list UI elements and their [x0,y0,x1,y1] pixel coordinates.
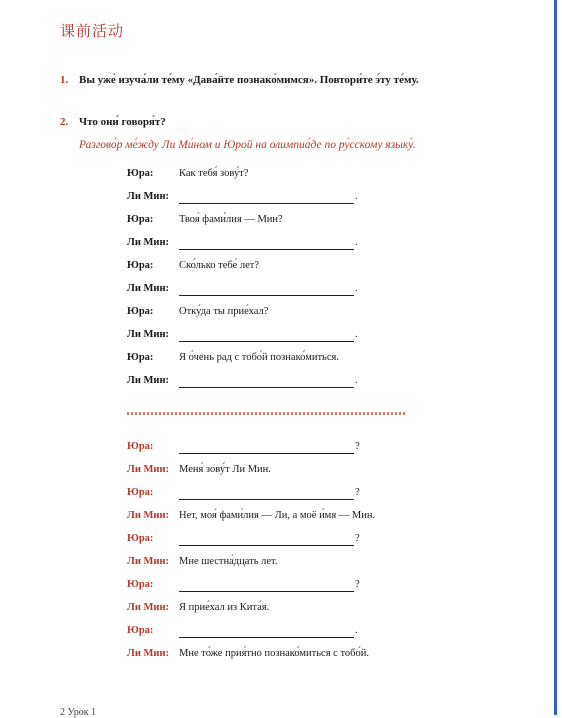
task-1 [60,74,419,86]
speaker-label: Ли Мин: [127,237,170,248]
answer-blank[interactable] [179,487,354,500]
divider [127,412,407,415]
speaker-label: Ли Мин: [127,648,170,659]
speaker-label: Ли Мин: [127,464,170,475]
line-text: Меня́ зову́т Ли Мин. [179,464,271,475]
end-punctuation: . [355,191,358,202]
line-text: Твоя́ фами́лия — Мин? [179,214,283,225]
speaker-label: Юра: [127,579,154,590]
line-text: Нет, моя́ фами́лия — Ли, а моё и́мя — Мин. [179,510,376,521]
line-text: Мне шестна́дцать лет. [179,556,278,567]
line-text: Ско́лько тебе́ лет? [179,260,260,271]
task-1-number: 1. [60,74,69,86]
speaker-label: Ли Мин: [127,283,170,294]
answer-blank[interactable] [179,441,354,454]
answer-blank[interactable] [179,533,354,546]
answer-blank[interactable] [179,329,354,342]
end-punctuation: ? [355,579,360,590]
speaker-label: Юра: [127,168,154,179]
speaker-label: Юра: [127,352,154,363]
speaker-label: Ли Мин: [127,191,170,202]
speaker-label: Ли Мин: [127,510,170,521]
answer-blank[interactable] [179,283,354,296]
answer-blank[interactable] [179,625,354,638]
end-punctuation: ? [355,487,360,498]
page-footer: 2 Урок 1 [60,707,97,718]
end-punctuation: . [355,237,358,248]
end-punctuation: ? [355,533,360,544]
speaker-label: Юра: [127,625,154,636]
end-punctuation: . [355,625,358,636]
task-2-number: 2. [60,116,69,128]
task-2-subtitle: Разгово́р ме́жду Ли Ми́ном и Юрой на олимпиа́де по ру́сскому языку́. [79,139,416,151]
line-text: Я о́чень рад с тобо́й познако́миться. [179,352,339,363]
answer-blank[interactable] [179,237,354,250]
line-text: Отку́да ты прие́хал? [179,306,269,317]
speaker-label: Ли Мин: [127,375,170,386]
answer-blank[interactable] [179,191,354,204]
answer-blank[interactable] [179,375,354,388]
speaker-label: Юра: [127,306,154,317]
task-1-text: Вы уже́ изуча́ли те́му «Дава́йте познако́мимся». Повтори́те э́ту те́му. [79,74,419,86]
speaker-label: Юра: [127,533,154,544]
task-2 [60,116,166,128]
task-2-text: Что они́ говоря́т? [79,116,166,128]
speaker-label: Юра: [127,441,154,452]
line-text: Мне то́же прия́тно познако́миться с тобо́й. [179,648,369,659]
speaker-label: Ли Мин: [127,602,170,613]
section-heading: 课前活动 [60,22,125,40]
speaker-label: Юра: [127,487,154,498]
end-punctuation: . [355,329,358,340]
speaker-label: Юра: [127,260,154,271]
line-text: Я прие́хал из Кита́я. [179,602,270,613]
end-punctuation: . [355,375,358,386]
speaker-label: Ли Мин: [127,556,170,567]
end-punctuation: ? [355,441,360,452]
answer-blank[interactable] [179,579,354,592]
line-text: Как тебя́ зову́т? [179,168,249,179]
speaker-label: Ли Мин: [127,329,170,340]
end-punctuation: . [355,283,358,294]
speaker-label: Юра: [127,214,154,225]
